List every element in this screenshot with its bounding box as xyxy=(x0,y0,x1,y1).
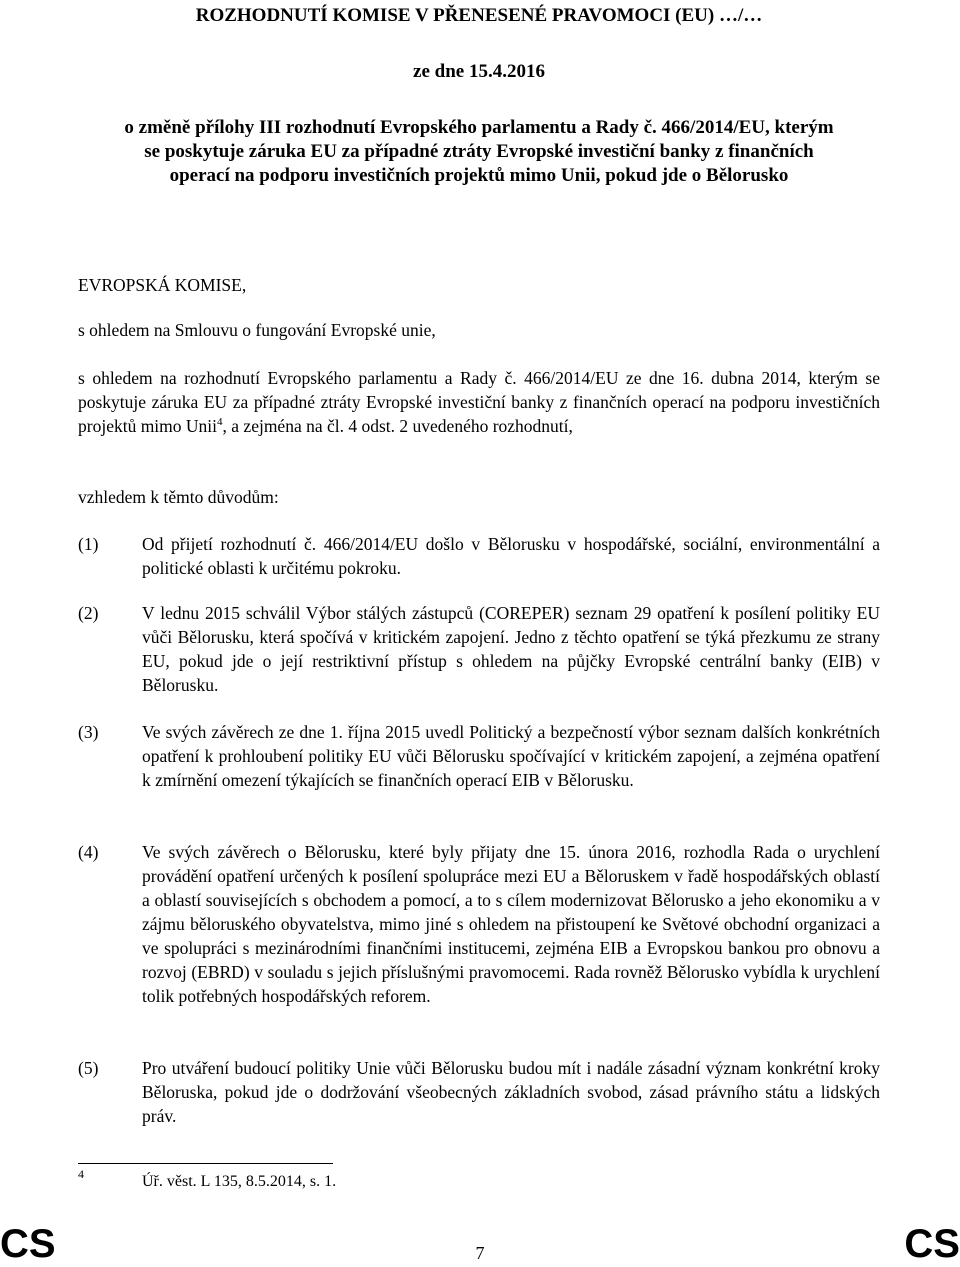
footnote-text: Úř. věst. L 135, 8.5.2014, s. 1. xyxy=(142,1173,337,1190)
footnote-reference[interactable]: 4 xyxy=(217,416,223,429)
recital-text: Pro utváření budoucí politiky Unie vůči Bělorusku budou mít i nadále zásadní význam konkrétní kroky Běloruska, pokud jde o dodržování všeobecných základních svobod, zásad právního státu a lidských práv. xyxy=(142,1058,880,1126)
language-code-right: CS xyxy=(904,1222,960,1266)
recital-number: (2) xyxy=(78,603,99,623)
subject-line-3: operací na podporu investičních projektů mimo Unii, pokud jde o Bělorusko xyxy=(169,165,789,186)
citation-treaty: s ohledem na Smlouvu o fungování Evropské unie, xyxy=(78,320,436,340)
citation-decision-text-end: , a zejména na čl. 4 odst. 2 uvedeného rozhodnutí, xyxy=(222,416,573,436)
recital-number: (1) xyxy=(78,534,99,554)
footnote-number: 4 xyxy=(78,1167,84,1181)
subject-line-2: se poskytuje záruka EU za případné ztráty Evropské investiční banky z finančních xyxy=(144,141,814,162)
page-number: 7 xyxy=(475,1243,485,1263)
footnote-separator xyxy=(78,1163,333,1164)
recital-number: (5) xyxy=(78,1058,99,1078)
recital-number: (4) xyxy=(78,842,99,862)
document-date: ze dne 15.4.2016 xyxy=(413,61,545,82)
whereas-heading: vzhledem k těmto důvodům: xyxy=(78,487,279,507)
institution-heading: EVROPSKÁ KOMISE, xyxy=(78,275,247,295)
document-title: ROZHODNUTÍ KOMISE V PŘENESENÉ PRAVOMOCI (EU) …/… xyxy=(195,5,763,26)
recital-text: Ve svých závěrech o Bělorusku, které byly přijaty dne 15. února 2016, rozhodla Rada o urychlení provádění opatření určených k posílení spolupráce mezi EU a Běloruskem v řadě hospodářských oblastí a oblastí souvisejících s obchodem a pomocí, a to s cílem modernizovat Bělorusko a jeho ekonomiku a v zájmu běloruského obyvatelstva, mimo jiné s ohledem na přistoupení ke Světové obchodní organizaci a ve spolupráci s mezinárodními finančními institucemi, zejména EIB a Evropskou bankou pro obnovu a rozvoj (EBRD) v souladu s jejich příslušnými pravomocemi. Rada rovněž Bělorusko vybídla k urychlení tolik potřebných hospodářských reforem. xyxy=(142,842,880,1006)
language-code-left: CS xyxy=(0,1222,56,1266)
recital-number: (3) xyxy=(78,722,99,742)
recital-text: Od přijetí rozhodnutí č. 466/2014/EU došlo v Bělorusku v hospodářské, sociální, environmentální a politické oblasti k určitému pokroku. xyxy=(142,534,880,578)
subject-line-1: o změně přílohy III rozhodnutí Evropského parlamentu a Rady č. 466/2014/EU, kterým xyxy=(124,117,834,138)
recital-text: V lednu 2015 schválil Výbor stálých zástupců (COREPER) seznam 29 opatření k posílení politiky EU vůči Bělorusku, která spočívá v kritickém zapojení. Jedno z těchto opatření se týká přezkumu ze strany EU, pokud jde o její restriktivní přístup s ohledem na půjčky Evropské centrální banky (EIB) v Bělorusku. xyxy=(142,603,880,695)
citation-decision-text: s ohledem na rozhodnutí Evropského parlamentu a Rady č. 466/2014/EU ze dne 16. dubna 2014, kterým se poskytuje záruka EU za případné ztráty Evropské investiční banky z finančních operací na podporu investičních projektů mimo Unii xyxy=(78,368,880,436)
recital-text: Ve svých závěrech ze dne 1. října 2015 uvedl Politický a bezpečností výbor seznam dalších konkrétních opatření k prohloubení politiky EU vůči Bělorusku spočívající v kritickém zapojení, a zejména opatření k zmírnění omezení týkajících se finančních operací EIB v Bělorusku. xyxy=(142,722,880,790)
citation-decision xyxy=(78,366,880,438)
